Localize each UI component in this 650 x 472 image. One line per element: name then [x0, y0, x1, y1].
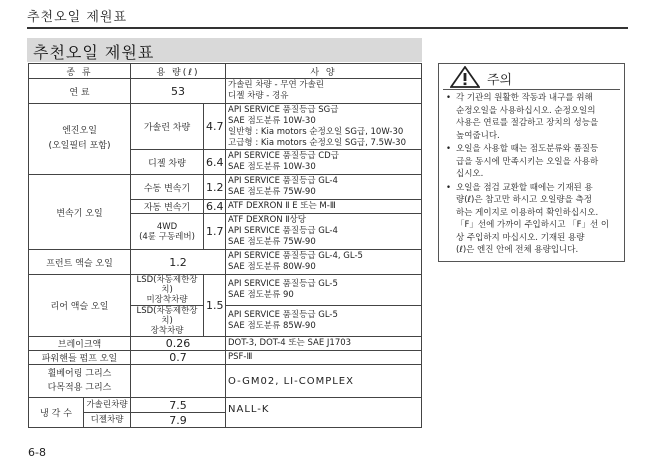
engine-gasoline-capacity: 4.7: [204, 104, 226, 150]
front-axle-spec: API SERVICE 품질등급 GL-4, GL-5 SAE 점도분류 80W-90: [226, 250, 422, 275]
engine-gasoline-spec: API SERVICE 품질등급 SG급 SAE 점도분류 10W-30 일반형 : Kia motors 순정오일 SG급, 10W-30 고급형 : Kia motors 순정오일 SG급, 7.5W-30: [226, 104, 422, 150]
engine-oil-label: 엔진오일 (오일필터 포함): [29, 104, 131, 175]
coolant-gasoline-label: 가솔린차량: [84, 398, 131, 413]
caution-divider: [443, 89, 620, 90]
brake-fluid-spec: DOT-3, DOT-4 또는 SAE J1703: [226, 337, 422, 351]
rear-axle-capacity: 1.5: [204, 275, 226, 337]
automatic-transmission-spec: ATF DEXRON Ⅱ E 또는 M-Ⅲ: [226, 200, 422, 214]
coolant-diesel-capacity: 7.9: [131, 413, 226, 428]
power-steering-capacity: 0.7: [131, 351, 226, 365]
front-axle-capacity: 1.2: [131, 250, 226, 275]
front-axle-label: 프런트 액슬 오일: [29, 250, 131, 275]
table-row: [29, 79, 422, 104]
caution-title: 주의: [487, 73, 513, 88]
power-steering-spec: PSF-Ⅲ: [226, 351, 422, 365]
coolant-diesel-label: 디젤차량: [84, 413, 131, 428]
section-title-bar: [27, 38, 422, 62]
automatic-transmission-label: 자동 변속기: [131, 200, 204, 214]
manual-transmission-label: 수동 변속기: [131, 175, 204, 200]
rear-axle-lsd-none-label: LSD(차동제한장치) 미장착차량: [131, 275, 204, 306]
engine-diesel-spec: API SERVICE 품질등급 CD급 SAE 점도분류 10W-30: [226, 150, 422, 175]
rear-axle-lsd-with-label: LSD(차동제한장치) 장착차량: [131, 306, 204, 337]
header-title: 추천오일 제원표: [27, 10, 128, 25]
table-row: [29, 365, 422, 398]
caution-item: • 오일을 사용할 때는 점도분류와 품질등 급을 동시에 만족시키는 오일을 사용하 십시오.: [446, 144, 599, 179]
bullet-icon: •: [446, 144, 452, 154]
header-type: 종 류: [29, 64, 131, 79]
rear-axle-label: 리어 액슬 오일: [29, 275, 131, 337]
table-row: [29, 250, 422, 275]
warning-icon: [450, 66, 480, 88]
power-steering-label: 파워핸들 펌프 오일: [29, 351, 131, 365]
fourwd-spec: ATF DEXRON Ⅱ상당 API SERVICE 품질등급 GL-4 SAE 점도분류 75W-90: [226, 214, 422, 250]
table-header-row: [29, 64, 422, 79]
coolant-spec: NALL-K: [226, 398, 422, 428]
table-row: [29, 398, 422, 413]
fuel-label: 연 료: [29, 79, 131, 104]
bullet-icon: •: [446, 182, 452, 193]
coolant-label: 냉 각 수: [29, 398, 84, 428]
header-divider: [27, 27, 628, 29]
automatic-transmission-capacity: 6.4: [204, 200, 226, 214]
rear-axle-lsd-with-spec: API SERVICE 품질등급 GL-5 SAE 점도분류 85W-90: [226, 306, 422, 337]
bullet-icon: •: [446, 93, 452, 103]
brake-fluid-capacity: 0.26: [131, 337, 226, 351]
fuel-capacity: 53: [131, 79, 226, 104]
header-capacity: 용 량(ℓ): [131, 64, 226, 79]
caution-list: [445, 92, 621, 258]
header-spec: 사 양: [226, 64, 422, 79]
page-number: 6-8: [28, 446, 46, 459]
caution-box: [438, 63, 625, 262]
grease-label: 휠베어링 그리스 다목적용 그리스: [29, 365, 131, 398]
transmission-oil-label: 변속기 오일: [29, 175, 131, 250]
engine-diesel-capacity: 6.4: [204, 150, 226, 175]
manual-transmission-capacity: 1.2: [204, 175, 226, 200]
manual-transmission-spec: API SERVICE 품질등급 GL-4 SAE 점도분류 75W-90: [226, 175, 422, 200]
grease-capacity: [131, 365, 226, 398]
section-title: 추천오일 제원표: [33, 43, 155, 62]
table-row: [29, 175, 422, 200]
caution-item: • 각 기관의 원활한 작동과 내구를 위해 순정오일을 사용하십시오. 순정오일의 사용은 연료를 절감하고 장치의 성능을 높여줍니다.: [446, 93, 599, 141]
engine-gasoline-label: 가솔린 차량: [131, 104, 204, 150]
coolant-gasoline-capacity: 7.5: [131, 398, 226, 413]
grease-spec: O-GM02, LI-COMPLEX: [226, 365, 422, 398]
engine-diesel-label: 디젤 차량: [131, 150, 204, 175]
table-row: [29, 337, 422, 351]
fourwd-capacity: 1.7: [204, 214, 226, 250]
table-row: [29, 351, 422, 365]
caution-item: • 오일을 점검 교환할 때에는 기재된 용 량(ℓ)은 참고만 하시고 오일량을 측정 하는 게이지로 이용하여 확인하십시오. 「F」선에 가까이 주입하시고 「F」선 이 상 주입하지 마십시오. 기재된 용량 (ℓ)은 엔진 안에 전체 용량입니다.: [446, 182, 610, 255]
table-row: [29, 275, 422, 306]
oil-spec-table: [28, 63, 422, 428]
brake-fluid-label: 브레이크액: [29, 337, 131, 351]
fourwd-label: 4WD (4륜 구동레버): [131, 214, 204, 250]
rear-axle-lsd-none-spec: API SERVICE 품질등급 GL-5 SAE 점도분류 90: [226, 275, 422, 306]
table-row: [29, 104, 422, 150]
fuel-spec: 가솔린 차량 - 무연 가솔린 디젤 차량 - 경유: [226, 79, 422, 104]
